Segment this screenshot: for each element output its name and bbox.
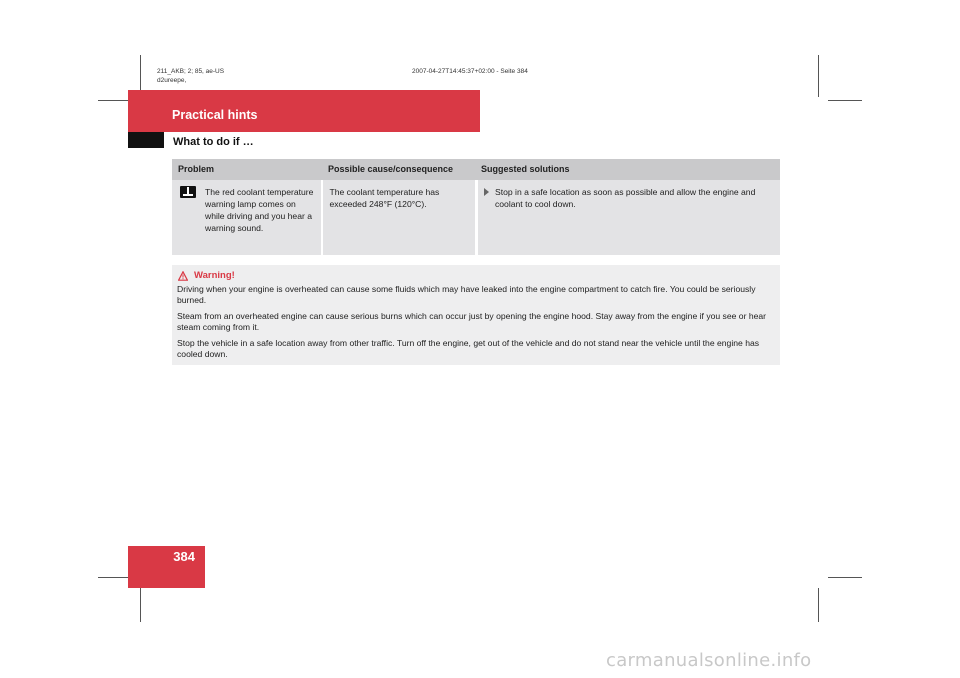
cause-cell bbox=[323, 180, 475, 255]
column-header-cause: Possible cause/consequence bbox=[328, 164, 454, 174]
table-header-row bbox=[172, 159, 780, 180]
crop-mark bbox=[98, 100, 132, 101]
warning-triangle-icon bbox=[178, 271, 188, 281]
crop-mark bbox=[828, 100, 862, 101]
page-number: 384 bbox=[173, 549, 195, 564]
crop-mark bbox=[818, 588, 819, 622]
column-header-problem: Problem bbox=[178, 164, 215, 174]
page-number-box bbox=[128, 546, 205, 588]
crop-mark bbox=[98, 577, 132, 578]
table-row bbox=[172, 180, 780, 255]
solution-text: Stop in a safe location as soon as possible and allow the engine and coolant to cool down. bbox=[494, 187, 756, 209]
section-title: Practical hints bbox=[172, 108, 258, 122]
problem-table bbox=[172, 159, 780, 255]
crop-mark bbox=[818, 55, 819, 97]
warning-paragraph: Stop the vehicle in a safe location away from other traffic. Turn off the engine, get out of the vehicle and do not stand near the vehicle until the engine has cooled down. bbox=[177, 337, 760, 359]
warning-title bbox=[177, 270, 775, 282]
crop-mark bbox=[140, 588, 141, 622]
warning-title-text: Warning! bbox=[194, 270, 235, 281]
problem-cell bbox=[172, 180, 321, 255]
coolant-temperature-warning-lamp-icon bbox=[180, 186, 196, 198]
page-subtitle: What to do if … bbox=[173, 136, 254, 148]
print-info-right: 2007-04-27T14:45:37+02:00 - Seite 384 bbox=[412, 68, 528, 75]
print-info-line: 211_AKB; 2; 85, ae-US bbox=[157, 68, 225, 75]
header-tab-marker bbox=[128, 132, 164, 148]
watermark: carmanualsonline.info bbox=[606, 650, 812, 671]
print-info-left bbox=[157, 67, 224, 85]
print-info-line: d2ureepe, bbox=[157, 77, 187, 84]
cause-text: The coolant temperature has exceeded 248°F (120°C). bbox=[329, 187, 440, 209]
problem-text: The red coolant temperature warning lamp comes on while driving and you hear a warning sound. bbox=[205, 187, 314, 233]
warning-paragraph: Steam from an overheated engine can cause serious burns which can occur just by opening the engine hood. Stay away from the engine if you see or hear steam coming from it. bbox=[177, 310, 767, 332]
section-header-band bbox=[128, 90, 480, 132]
solution-cell bbox=[478, 180, 780, 255]
arrow-bullet-icon bbox=[484, 188, 489, 196]
warning-box bbox=[172, 265, 780, 365]
warning-paragraph: Driving when your engine is overheated can cause some fluids which may have leaked into the engine compartment to catch fire. You could be seriously burned. bbox=[177, 283, 756, 305]
crop-mark bbox=[828, 577, 862, 578]
column-header-solution: Suggested solutions bbox=[481, 164, 570, 174]
